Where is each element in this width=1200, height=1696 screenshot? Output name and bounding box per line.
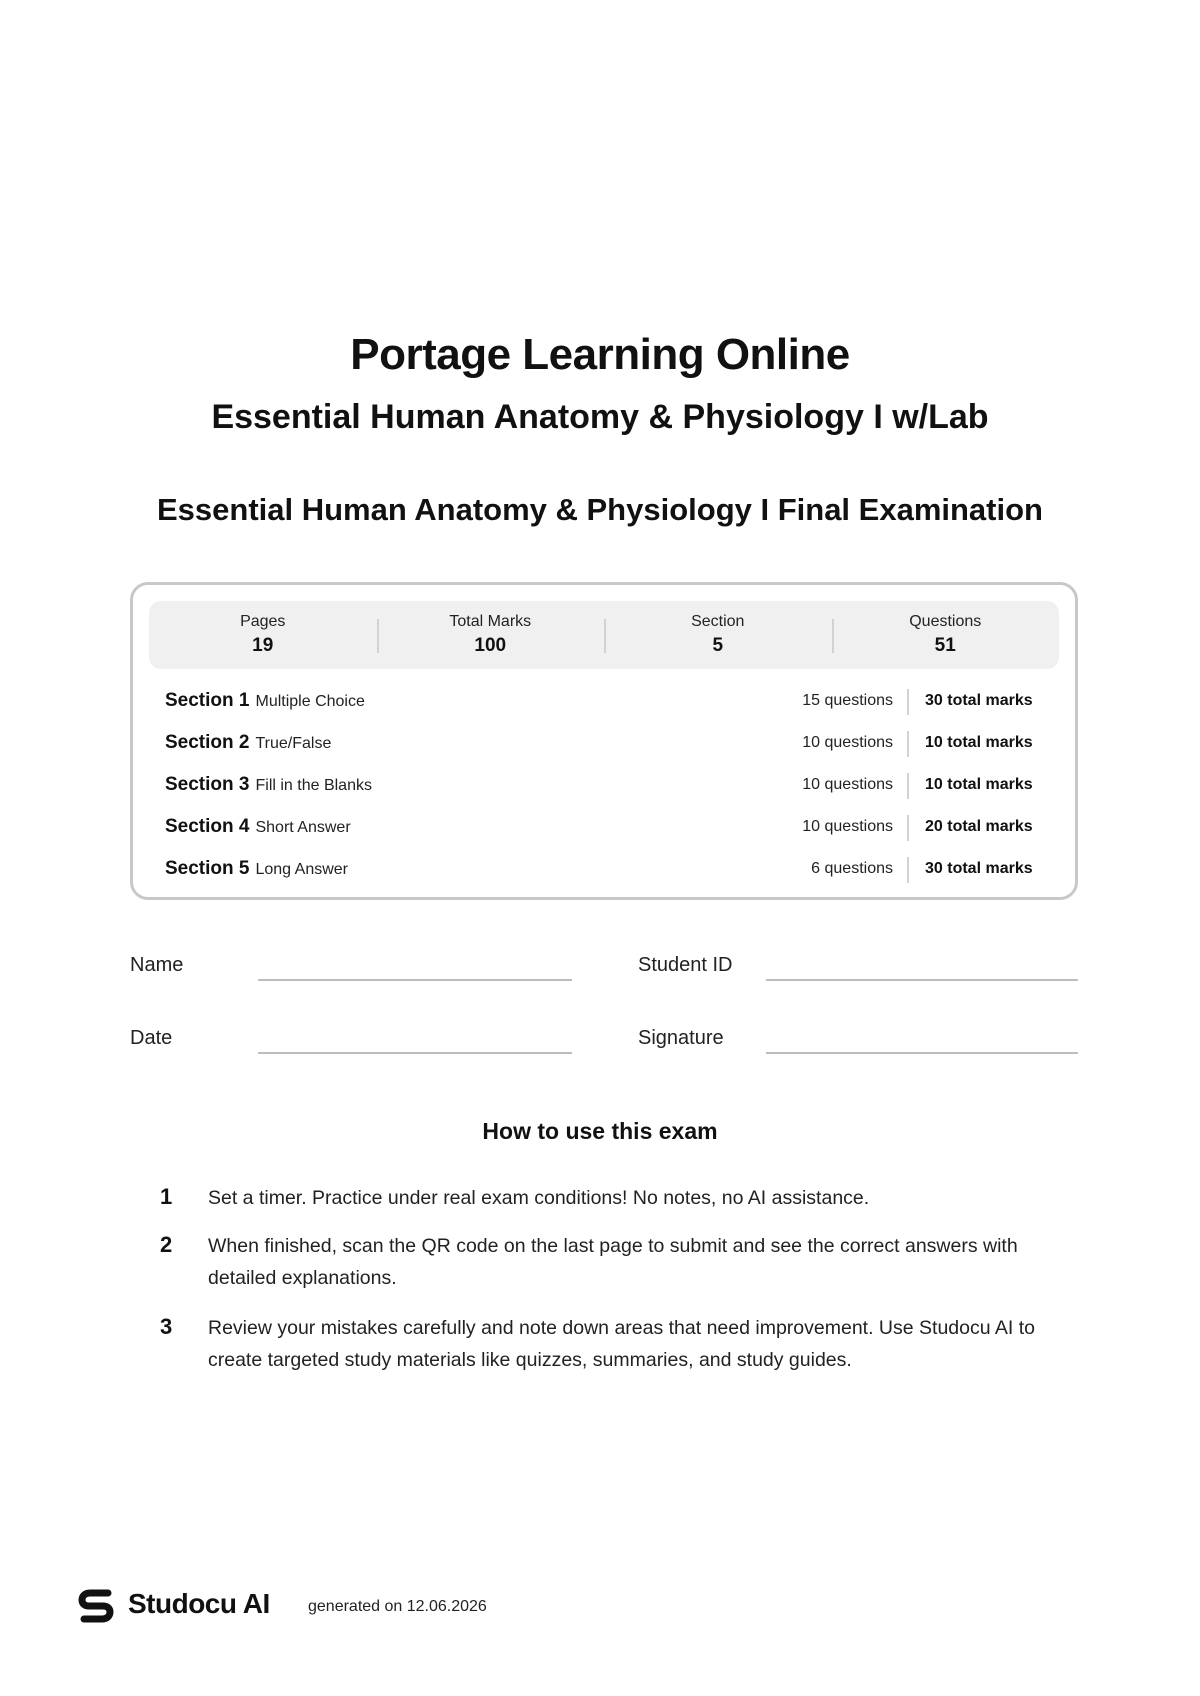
date-field[interactable] <box>258 1052 572 1054</box>
exam-summary-card <box>130 582 1078 900</box>
section-marks: 20 total marks <box>925 818 1033 835</box>
section-question-count: 10 questions <box>802 818 893 835</box>
stat-value: 100 <box>474 635 507 656</box>
section-name <box>165 816 351 838</box>
section-row <box>133 807 1075 849</box>
stat-pages <box>149 601 377 669</box>
section-type: Long Answer <box>255 861 348 878</box>
step-text: Review your mistakes carefully and note down areas that need improvement. Use Studocu AI to create targeted study materials like quizzes, summaries, and study guides. <box>208 1317 1036 1371</box>
section-type: Multiple Choice <box>255 693 365 710</box>
signature-label: Signature <box>638 1027 724 1049</box>
section-marks: 30 total marks <box>925 860 1033 877</box>
section-divider <box>907 731 909 757</box>
section-name-text: Section 2 <box>165 732 250 753</box>
section-type: Short Answer <box>255 819 351 836</box>
howto-title: How to use this exam <box>482 1118 718 1144</box>
generated-date: generated on 12.06.2026 <box>308 1598 487 1615</box>
section-row <box>133 723 1075 765</box>
student-id-label: Student ID <box>638 954 733 976</box>
section-name-text: Section 1 <box>165 690 250 711</box>
course-title: Essential Human Anatomy & Physiology I w/Lab <box>211 398 989 436</box>
section-row <box>133 765 1075 807</box>
stat-label: Section <box>691 613 745 630</box>
footer-brand: Studocu AI <box>128 1588 270 1619</box>
student-id-field[interactable] <box>766 979 1078 981</box>
step-number: 1 <box>160 1184 173 1209</box>
section-row <box>133 849 1075 891</box>
section-type: Fill in the Blanks <box>255 777 372 794</box>
step-number: 3 <box>160 1314 173 1339</box>
section-name <box>165 774 372 796</box>
step-number: 2 <box>160 1232 173 1257</box>
section-name-text: Section 3 <box>165 774 250 795</box>
stat-label: Pages <box>240 613 286 630</box>
section-marks: 10 total marks <box>925 776 1033 793</box>
stat-value: 5 <box>712 635 724 656</box>
stat-value: 51 <box>934 635 956 656</box>
date-label: Date <box>130 1027 173 1049</box>
step-text: Set a timer. Practice under real exam conditions! No notes, no AI assistance. <box>208 1187 870 1209</box>
stat-sections <box>604 601 832 669</box>
section-row <box>133 681 1075 723</box>
section-marks: 30 total marks <box>925 692 1033 709</box>
section-marks: 10 total marks <box>925 734 1033 751</box>
studocu-logo-icon <box>78 1587 114 1625</box>
section-divider <box>907 773 909 799</box>
section-type: True/False <box>255 735 332 752</box>
section-question-count: 15 questions <box>802 692 893 709</box>
section-question-count: 10 questions <box>802 776 893 793</box>
section-divider <box>907 815 909 841</box>
section-divider <box>907 857 909 883</box>
section-name <box>165 690 365 712</box>
section-divider <box>907 689 909 715</box>
name-label: Name <box>130 954 184 976</box>
section-question-count: 10 questions <box>802 734 893 751</box>
stat-questions <box>832 601 1060 669</box>
name-field[interactable] <box>258 979 572 981</box>
school-title: Portage Learning Online <box>350 330 850 379</box>
stat-label: Total Marks <box>449 613 532 630</box>
stat-label: Questions <box>909 613 982 630</box>
signature-field[interactable] <box>766 1052 1078 1054</box>
stat-total-marks <box>377 601 605 669</box>
exam-title: Essential Human Anatomy & Physiology I Final Examination <box>157 492 1043 527</box>
step-text: When finished, scan the QR code on the last page to submit and see the correct answers with detailed explanations. <box>208 1235 1018 1289</box>
section-name <box>165 732 331 754</box>
section-list <box>133 681 1075 891</box>
stats-bar <box>149 601 1059 669</box>
section-question-count: 6 questions <box>811 860 893 877</box>
section-name-text: Section 4 <box>165 816 250 837</box>
section-name-text: Section 5 <box>165 858 250 879</box>
stat-value: 19 <box>252 635 274 656</box>
section-name <box>165 858 348 880</box>
